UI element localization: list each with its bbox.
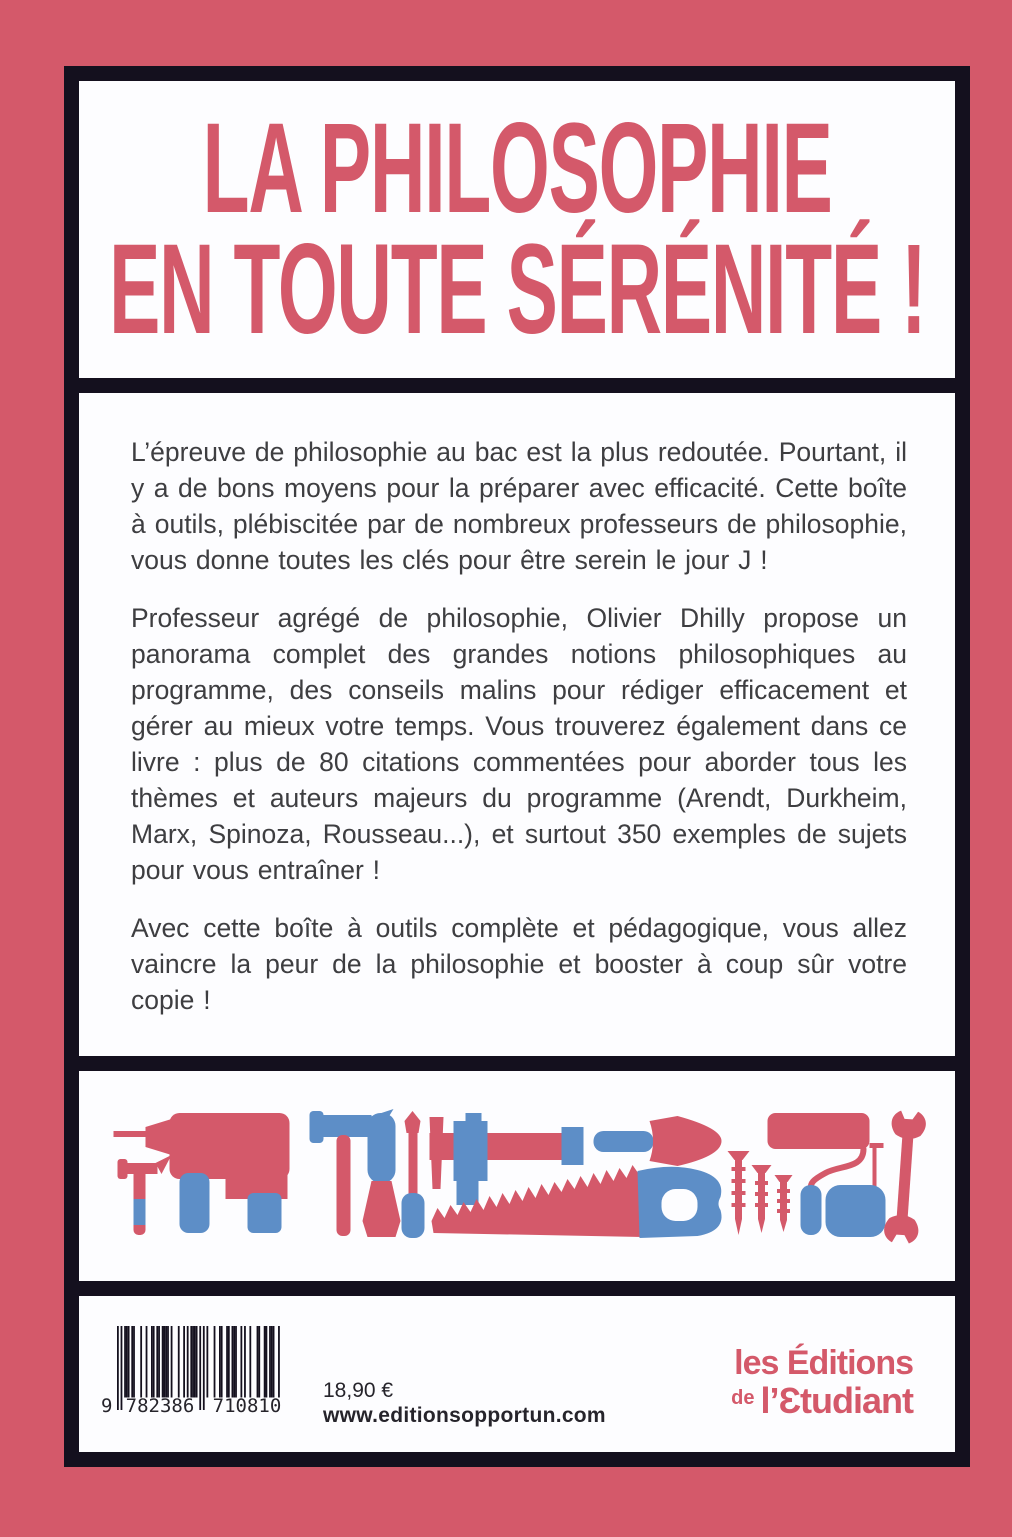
frame	[64, 66, 970, 1467]
publisher-line-2-prefix: de	[731, 1387, 755, 1409]
tools-panel	[79, 1071, 955, 1281]
title-line-1: LA PHILOSOPHIE	[202, 97, 832, 241]
publisher-logo	[731, 1346, 913, 1419]
description-paragraph-3: Avec cette boîte à outils complète et pédagogique, vous allez vaincre la peur de la philosophie et booster à coup sûr votre copie !	[131, 913, 907, 1015]
trowel-icon	[594, 1116, 722, 1166]
footer-panel	[79, 1296, 955, 1452]
publisher-line-2-main: l’Ɛtudiant	[760, 1380, 913, 1421]
website: www.editionsopportun.com	[323, 1404, 606, 1427]
tape-measure-icon	[826, 1143, 886, 1237]
barcode-digit-lead: 9	[101, 1395, 113, 1417]
screws-icon	[728, 1151, 793, 1235]
barcode-number	[101, 1395, 301, 1417]
publisher-line-1: les Éditions	[734, 1344, 913, 1382]
publisher-line-2	[731, 1380, 913, 1421]
title-line-2: EN TOUTE SÉRÉNITÉ !	[108, 217, 926, 361]
tools-illustration	[79, 1071, 955, 1281]
description-paragraph-1: L’épreuve de philosophie au bac est la plus redoutée. Pourtant, il y a de bons moyens pour la préparer avec efficacité. Cette boîte à outils, plébiscitée par de nombreux professeurs de philosophie, vous donne toutes les clés pour être serein le jour J !	[131, 437, 907, 575]
description-paragraph-2: Professeur agrégé de philosophie, Olivier Dhilly propose un panorama complet des grandes notions philosophiques au programme, des conseils malins pour rédiger efficacement et gérer au mieux votre temps. Vous trouverez également dans ce livre : plus de 80 citations commentées pour aborder tous les thèmes et auteurs majeurs du programme (Arendt, Durkheim, Marx, Spinoza, Rousseau...), et surtout 350 exemples de sujets pour vous entraîner !	[131, 603, 907, 885]
barcode	[101, 1326, 301, 1417]
small-claw-hammer-icon	[118, 1155, 172, 1235]
screwdriver-icon	[402, 1111, 425, 1238]
title-panel	[79, 81, 955, 378]
description-panel	[79, 393, 955, 1056]
barcode-digits-right: 710810	[212, 1395, 282, 1417]
wrench-icon	[883, 1110, 926, 1244]
pricing-block	[323, 1378, 606, 1428]
price: 18,90 €	[323, 1379, 394, 1402]
barcode-digits-left: 782386	[125, 1395, 195, 1417]
scraper-icon	[363, 1113, 401, 1237]
